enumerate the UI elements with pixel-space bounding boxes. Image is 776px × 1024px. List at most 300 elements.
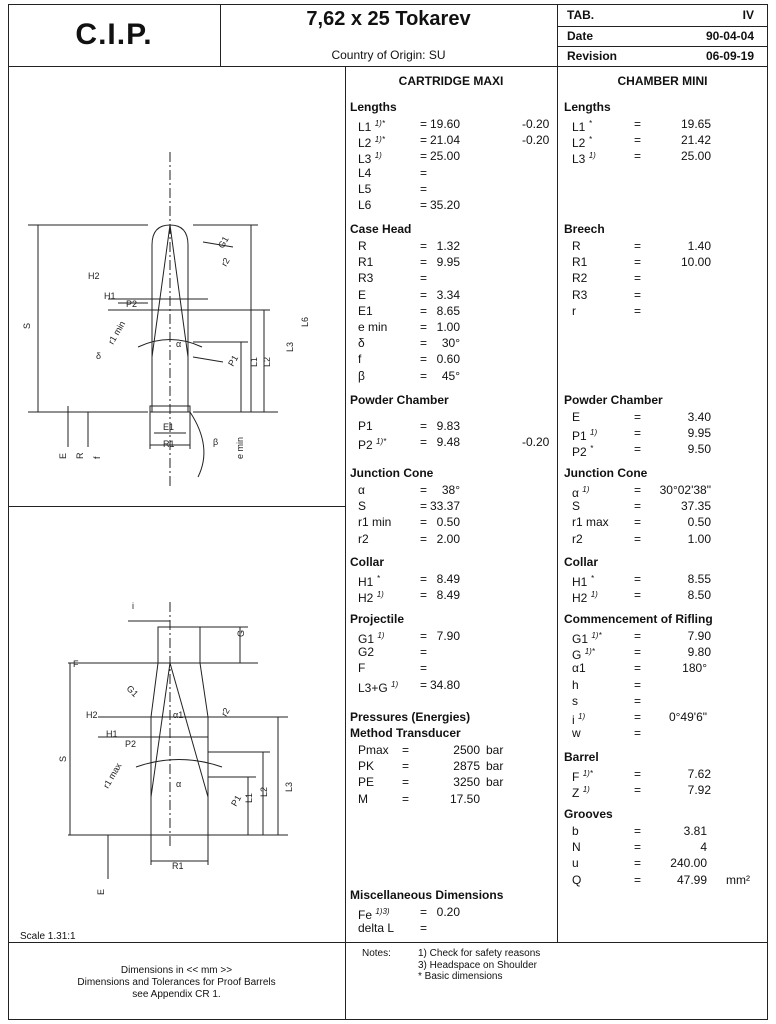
dimension-name: [358, 238, 367, 254]
dimension-symbol: G1: [572, 632, 589, 646]
label-l1: L1: [249, 356, 259, 367]
dimension-name: [358, 498, 366, 514]
note-item: 1) Check for safety reasons: [418, 948, 541, 959]
cartridge-section-collar: Collar: [350, 555, 385, 569]
dimension-symbol: α: [358, 483, 365, 497]
dimension-row: [564, 498, 711, 514]
dimension-symbol: e min: [358, 320, 388, 334]
label-e: E: [96, 888, 106, 895]
footnote-marker: *: [590, 574, 594, 583]
divider: [345, 66, 346, 1020]
equals-sign: =: [634, 303, 642, 318]
label-g: G: [236, 629, 246, 637]
dimension-row: [350, 116, 550, 134]
dimension-name: [358, 791, 368, 807]
dimension-row: [350, 628, 460, 644]
equals-sign: =: [634, 661, 642, 676]
cartridge-section-powder-chamber: Powder Chamber: [350, 393, 449, 407]
dimension-name: [572, 441, 593, 460]
footnote-marker: *: [588, 119, 592, 128]
dimension-value: 2875: [453, 759, 480, 774]
dimension-symbol: Fe: [358, 908, 373, 922]
dimension-value: 2500: [453, 743, 480, 757]
equals-sign: =: [420, 198, 428, 212]
equals-sign: =: [634, 149, 642, 164]
dimension-symbol: Q: [572, 872, 582, 887]
label-g1: G1: [124, 683, 141, 699]
dimension-symbol: u: [572, 856, 579, 871]
dimension-name: [572, 531, 583, 547]
footnote-marker: 1)*: [584, 647, 595, 657]
dimension-name: [572, 660, 586, 676]
dimension-name: [572, 498, 580, 514]
dimension-name: [358, 319, 387, 335]
dimension-name: [572, 303, 576, 319]
case-body: [152, 310, 188, 412]
dimension-value: 1.40: [687, 239, 711, 253]
label-alpha: α: [176, 339, 182, 349]
dimension-value: 1.00: [687, 531, 711, 546]
equals-sign: =: [420, 661, 428, 676]
dimension-row: [564, 238, 711, 254]
dimension-row: [350, 238, 460, 254]
dimension-symbol: N: [572, 840, 581, 855]
dimension-name: [572, 409, 580, 425]
dimension-name: [358, 531, 369, 547]
dimension-row: [564, 628, 711, 644]
cartridge-section-misc: Miscellaneous Dimensions: [350, 888, 504, 902]
equals-sign: =: [634, 271, 642, 286]
label-alpha1: α1: [173, 710, 184, 720]
equals-sign: =: [634, 531, 642, 546]
dimension-symbol: L1: [358, 120, 372, 134]
dimension-symbol: PK: [358, 759, 375, 774]
dimension-symbol: H2: [572, 591, 588, 606]
dimension-row: [350, 587, 460, 606]
footnote-marker: 1): [590, 590, 598, 600]
dimension-value: 8.65: [436, 303, 460, 318]
chamber-section-lengths: Lengths: [564, 100, 611, 114]
dimension-symbol: b: [572, 824, 579, 838]
dimension-symbol: s: [572, 693, 578, 708]
chamber-section-collar: Collar: [564, 555, 599, 569]
dimension-value: 0°49'6": [668, 710, 707, 724]
label-r1max: r1 max: [101, 761, 124, 790]
country-of-origin: Country of Origin: SU: [331, 48, 446, 62]
equals-sign: =: [420, 352, 428, 367]
equals-sign: =: [634, 239, 642, 253]
dimension-value: 21.42: [680, 133, 711, 148]
footnote-marker: 1): [582, 785, 590, 795]
dimension-row: [564, 782, 711, 801]
dimension-row: [564, 270, 711, 286]
dimension-row: [350, 498, 460, 514]
dimension-row: [564, 644, 711, 663]
dimension-row: [350, 287, 460, 303]
divider: [557, 4, 558, 942]
dimension-name: [358, 742, 389, 758]
equals-sign: =: [420, 515, 428, 530]
equals-sign: =: [634, 726, 642, 741]
divider: [8, 942, 768, 943]
dimension-symbol: L3: [572, 152, 586, 167]
dimension-symbol: PE: [358, 775, 375, 790]
dimension-row: [564, 571, 711, 587]
dimension-name: [572, 855, 579, 871]
notes-list: [418, 948, 540, 983]
dimension-row: [564, 531, 711, 547]
dimension-row: [350, 434, 550, 453]
dimension-name: [358, 514, 391, 530]
dimension-symbol: H2: [358, 591, 374, 606]
cartridge-column-header: CARTRIDGE MAXI: [398, 74, 504, 88]
dimension-symbol: R: [572, 239, 581, 253]
dimension-symbol: β: [358, 368, 365, 383]
note-item: 3) Headspace on Shoulder: [418, 959, 537, 971]
dimension-symbol: H1: [358, 575, 374, 589]
label-l3: L3: [285, 341, 295, 352]
tolerance-value: -0.20: [522, 435, 550, 450]
dimension-value: 7.90: [436, 629, 460, 643]
dimension-row: [350, 303, 460, 319]
equals-sign: =: [420, 905, 428, 919]
equals-sign: =: [634, 410, 642, 424]
dimension-name: [572, 587, 598, 606]
dimension-row: [350, 677, 460, 693]
footnote-marker: 1)*: [582, 769, 593, 778]
dimensions-note-line: see Appendix CR 1.: [132, 989, 221, 1000]
dimension-row: [564, 823, 711, 839]
dimension-row: [350, 165, 460, 181]
equals-sign: =: [634, 856, 642, 871]
dimension-value: 8.49: [436, 572, 460, 586]
equals-sign: =: [402, 743, 410, 757]
meta-tab: [557, 5, 768, 25]
dimension-row: [564, 254, 711, 270]
dimension-row: [350, 368, 460, 384]
cartridge-section-lengths: Lengths: [350, 100, 397, 114]
dimension-name: [358, 774, 374, 790]
dimension-row: [564, 693, 711, 709]
dimension-row: [350, 148, 460, 167]
dimension-name: [358, 287, 366, 303]
note-item: * Basic dimensions: [418, 971, 503, 982]
label-i: i: [132, 601, 134, 611]
equals-sign: =: [420, 572, 428, 586]
footnote-marker: *: [376, 574, 380, 583]
label-delta: δ: [96, 351, 102, 361]
dimension-row: [350, 514, 460, 530]
dimension-name: [572, 287, 587, 303]
dimension-symbol: L2: [358, 136, 372, 151]
label-alpha: α: [176, 779, 182, 789]
dimension-value: 3.34: [436, 287, 460, 302]
footnote-marker: 1)3): [375, 907, 390, 916]
dimension-symbol: G2: [358, 645, 375, 660]
dimension-name: [358, 351, 361, 367]
dimension-name: [358, 644, 374, 660]
dimension-value: 19.60: [429, 117, 460, 131]
dimension-value: 30°02'38": [659, 483, 711, 497]
equals-sign: =: [420, 149, 428, 164]
dimension-symbol: r2: [358, 531, 369, 546]
dimension-row: [350, 742, 504, 758]
dimension-value: 21.04: [429, 133, 460, 148]
dimension-symbol: δ: [358, 336, 365, 351]
equals-sign: =: [634, 872, 642, 887]
dimension-symbol: r1 max: [572, 515, 609, 530]
dimension-value: 3250: [453, 775, 480, 790]
dimension-symbol: M: [358, 791, 368, 806]
label-p1: P1: [226, 353, 241, 368]
meta-date: [557, 26, 768, 46]
dimension-symbol: r1 min: [358, 515, 392, 530]
dimension-value: 8.50: [687, 588, 711, 603]
equals-sign: =: [402, 759, 410, 774]
dimension-row: [350, 335, 460, 351]
cartridge-section-junction-cone: Junction Cone: [350, 466, 434, 480]
dimension-row: [350, 644, 460, 660]
footnote-marker: 1): [377, 631, 385, 640]
dimension-row: [564, 709, 711, 725]
dimension-value: 1.32: [436, 239, 460, 253]
equals-sign: =: [420, 921, 428, 936]
equals-sign: =: [420, 499, 428, 514]
equals-sign: =: [402, 791, 410, 806]
equals-sign: =: [634, 515, 642, 530]
dimension-value: 17.50: [449, 791, 480, 806]
label-h1: H1: [104, 291, 116, 301]
chamber-column-header: CHAMBER MINI: [617, 74, 708, 88]
meta-value: 90-04-04: [705, 29, 754, 43]
label-l2: L2: [262, 356, 272, 367]
dimension-row: [564, 766, 711, 782]
rifling-bore: [158, 627, 200, 663]
dimension-row: [350, 660, 460, 676]
label-beta: β: [213, 437, 219, 447]
dimension-symbol: r2: [572, 531, 583, 546]
dimension-row: [350, 774, 504, 790]
dimension-row: [564, 677, 711, 693]
label-s: S: [22, 322, 32, 329]
dimension-value: 33.37: [429, 499, 460, 514]
org-logo: C.I.P.: [75, 18, 153, 51]
equals-sign: =: [634, 767, 642, 781]
label-f: f: [92, 456, 102, 459]
equals-sign: =: [420, 255, 428, 270]
cartridge-section-case-head: Case Head: [350, 222, 412, 236]
dimension-row: [564, 132, 711, 151]
dimension-symbol: L3: [358, 152, 372, 167]
dimension-value: 38°: [441, 483, 460, 497]
equals-sign: =: [634, 442, 642, 457]
dimension-value: 47.99: [676, 872, 707, 887]
equals-sign: =: [420, 287, 428, 302]
dimension-symbol: w: [572, 726, 581, 741]
dimension-value: 37.35: [680, 499, 711, 514]
dimension-value: 8.55: [687, 572, 711, 586]
dimension-symbol: L1: [572, 120, 586, 134]
meta-label: Revision: [567, 49, 618, 63]
dimension-name: [358, 920, 394, 936]
dimension-symbol: R3: [358, 271, 374, 286]
dimension-name: [358, 368, 365, 384]
unit-label: bar: [486, 743, 504, 757]
label-r1: R1: [163, 439, 175, 449]
dimension-symbol: R1: [358, 255, 374, 270]
dimension-name: [572, 270, 587, 286]
dimension-row: [350, 181, 460, 197]
chamber-section-rifling: Commencement of Rifling: [564, 612, 713, 626]
label-p1: P1: [229, 793, 244, 808]
dimension-name: [572, 254, 587, 270]
dimension-name: [358, 197, 371, 213]
dimension-value: 4: [700, 840, 707, 855]
label-r2: r2: [219, 256, 232, 268]
chamber-section-grooves: Grooves: [564, 807, 613, 821]
footnote-marker: 1)*: [374, 119, 385, 128]
dimension-row: [564, 441, 711, 460]
equals-sign: =: [634, 710, 642, 724]
dimension-value: 7.90: [687, 629, 711, 643]
label-e1: E1: [163, 422, 175, 432]
label-f: F: [73, 659, 79, 669]
cartridge-subtitle-pressures: Method Transducer: [350, 726, 461, 740]
dimension-symbol: F: [358, 661, 366, 676]
dimension-name: [572, 725, 581, 741]
dimension-row: [350, 418, 460, 434]
equals-sign: =: [420, 483, 428, 497]
label-p2: P2: [126, 299, 138, 309]
dimension-name: [358, 677, 398, 696]
dimension-value: 9.95: [436, 255, 460, 270]
equals-sign: =: [634, 645, 642, 660]
footnote-marker: 1): [582, 485, 590, 494]
cartridge-section-projectile: Projectile: [350, 612, 405, 626]
dimension-value: 0.50: [436, 515, 460, 530]
dimension-name: [572, 677, 579, 693]
dimension-value: 25.00: [429, 149, 460, 164]
dimension-symbol: Pmax: [358, 743, 389, 757]
dimension-symbol: F: [572, 770, 580, 784]
footnote-marker: *: [588, 135, 592, 145]
dimension-row: [564, 587, 711, 606]
dimension-value: 0.50: [687, 515, 711, 530]
equals-sign: =: [420, 336, 428, 351]
dimension-name: [358, 165, 371, 181]
dimension-symbol: G1: [358, 632, 375, 646]
dimension-name: [572, 238, 581, 254]
footnote-marker: 1): [590, 428, 598, 438]
dimension-name: [358, 482, 365, 498]
chamber-outline: [151, 663, 208, 835]
label-r: R: [75, 452, 85, 459]
meta-value: 06-09-19: [705, 49, 754, 63]
dimension-row: [564, 514, 711, 530]
dimension-symbol: P1: [358, 419, 373, 433]
dimension-symbol: R3: [572, 287, 588, 302]
equals-sign: =: [420, 677, 428, 692]
dimension-name: [572, 148, 596, 167]
dimension-row: [350, 531, 460, 547]
dimension-value: 8.49: [436, 588, 460, 603]
label-l3: L3: [284, 781, 294, 792]
dimension-symbol: L6: [358, 198, 372, 212]
equals-sign: =: [420, 368, 428, 383]
dimension-row: [564, 725, 711, 741]
equals-sign: =: [634, 629, 642, 643]
equals-sign: =: [402, 775, 410, 790]
dimension-value: 0.20: [436, 905, 460, 919]
equals-sign: =: [634, 255, 642, 270]
dimension-value: 34.80: [429, 677, 460, 692]
cartridge-title: 7,62 x 25 Tokarev: [306, 8, 471, 30]
dimension-value: 2.00: [436, 531, 460, 546]
dimension-value: 9.50: [687, 442, 711, 457]
dimension-value: 9.83: [436, 419, 460, 433]
equals-sign: =: [634, 677, 642, 692]
dimension-value: 25.00: [680, 149, 711, 164]
equals-sign: =: [634, 588, 642, 603]
dimension-name: [572, 514, 609, 530]
dimension-row: [564, 660, 711, 676]
dimension-row: [350, 254, 460, 270]
dimension-symbol: P2: [572, 445, 587, 460]
dimension-row: [564, 872, 750, 888]
dimension-symbol: E: [358, 287, 367, 302]
dimensions-note: [8, 965, 345, 1001]
dimension-row: [564, 855, 711, 871]
dimension-symbol: delta L: [358, 921, 395, 936]
label-r1min: r1 min: [106, 319, 128, 346]
equals-sign: =: [420, 419, 428, 433]
equals-sign: =: [634, 287, 642, 302]
dimension-name: [358, 660, 365, 676]
footnote-marker: 1): [391, 679, 399, 689]
equals-sign: =: [420, 133, 428, 148]
label-r2: r2: [219, 706, 232, 718]
dimension-row: [564, 148, 711, 167]
meta-label: TAB.: [567, 8, 595, 22]
equals-sign: =: [420, 239, 428, 253]
dimension-name: [572, 782, 590, 801]
unit-label: mm²: [726, 872, 750, 887]
dimension-name: [358, 587, 384, 606]
dimension-value: 9.80: [687, 645, 711, 660]
equals-sign: =: [420, 165, 428, 180]
dimension-name: [358, 303, 373, 319]
chamber-drawing: [8, 507, 345, 927]
dimension-symbol: H1: [572, 575, 588, 589]
dimension-row: [564, 839, 711, 855]
dimension-name: [572, 839, 581, 855]
dimension-name: [358, 181, 371, 197]
footnote-marker: 1)*: [376, 437, 387, 447]
footnote-marker: 1)*: [591, 631, 602, 640]
equals-sign: =: [420, 629, 428, 643]
equals-sign: =: [634, 824, 642, 838]
dimension-value: 180°: [682, 661, 707, 676]
equals-sign: =: [634, 426, 642, 441]
dimensions-note-line: Dimensions and Tolerances for Proof Barrels: [77, 977, 276, 988]
dimension-row: [564, 482, 711, 498]
dimension-symbol: Z: [572, 786, 580, 801]
dimension-symbol: R2: [572, 271, 588, 286]
equals-sign: =: [634, 693, 642, 708]
footnote-marker: 1): [376, 590, 384, 600]
label-l6: L6: [300, 316, 310, 327]
dimension-row: [350, 319, 460, 335]
